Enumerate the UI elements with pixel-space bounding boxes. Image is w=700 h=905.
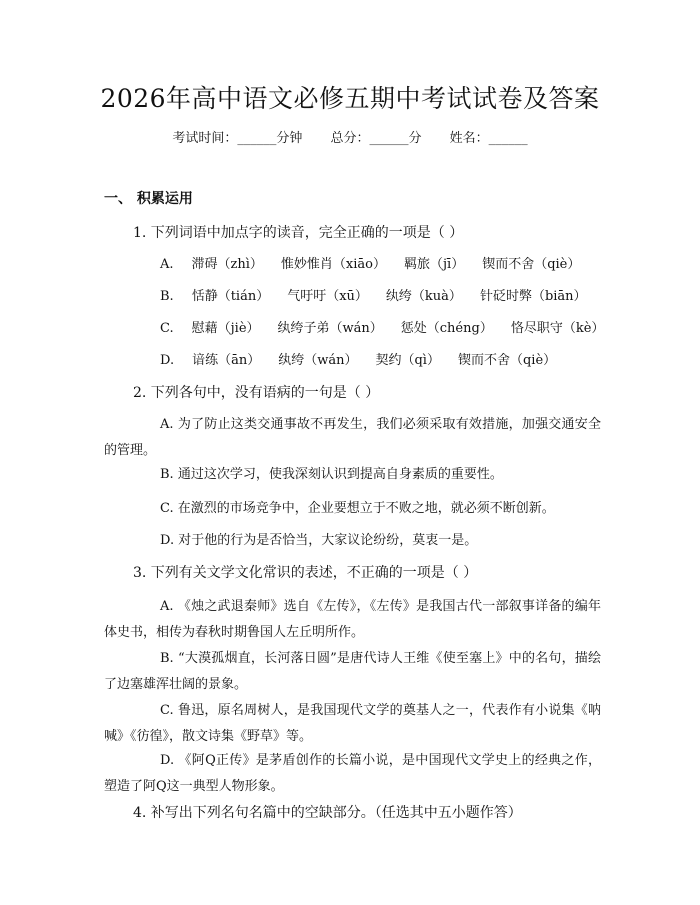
- option-word: 锲而不舍（qiè）: [457, 353, 557, 368]
- exam-info-line: [0, 128, 700, 150]
- option-word: 慰藉（jiè）: [191, 321, 260, 336]
- option-word: 纨绔（kuà）: [385, 289, 462, 304]
- question-2-option-c: C. 在激烈的市场竞争中，企业要想立于不败之地，就必须不断创新。: [160, 501, 555, 516]
- question-2-option-a: A. 为了防止这类交通事故不再发生，我们必须采取有效措施，加强交通安全的管理。: [104, 417, 601, 458]
- name-field: 姓名：______: [449, 131, 528, 146]
- total-score-field: 总分：______分: [330, 131, 422, 146]
- option-word: 契约（qì）: [375, 353, 440, 368]
- option-letter: D.: [160, 353, 175, 368]
- question-3-option-b: B. “大漠孤烟直，长河落日圆”是唐代诗人王维《使至塞上》中的名句，描绘了边塞雄浑壮阔的景象。: [104, 651, 601, 692]
- option-word: 针砭时弊（biān）: [479, 289, 587, 304]
- option-letter: C.: [160, 321, 174, 336]
- option-word: 恬静（tián）: [191, 289, 270, 304]
- option-word: 纨绔子弟（wán）: [277, 321, 383, 336]
- option-word: 锲而不舍（qiè）: [482, 257, 581, 272]
- question-3-option-d: D. 《阿Q正传》是茅盾创作的长篇小说，是中国现代文学史上的经典之作，塑造了阿Q这一典型人物形象。: [104, 753, 601, 794]
- option-word: 气吁吁（xū）: [287, 289, 368, 304]
- option-word: 滞碍（zhì）: [191, 257, 263, 272]
- section-heading-accumulation: 一、 积累运用: [104, 191, 193, 207]
- question-2-option-b: B. 通过这次学习，使我深刻认识到提高自身素质的重要性。: [160, 467, 503, 482]
- page-title: 2026年高中语文必修五期中考试试卷及答案: [100, 84, 600, 113]
- option-word: 羁旅（jī）: [404, 257, 465, 272]
- option-word: 纨绔（wán）: [278, 353, 358, 368]
- question-3-option-c: C. 鲁迅，原名周树人，是我国现代文学的奠基人之一，代表作有小说集《呐喊》《彷徨》，散文诗集《野草》等。: [104, 703, 601, 744]
- question-4-stem: 4. 补写出下列名句名篇中的空缺部分。（任选其中五小题作答）: [133, 805, 522, 821]
- option-word: 惟妙惟肖（xiāo）: [280, 257, 386, 272]
- option-word: 谙练（ān）: [192, 353, 261, 368]
- question-3-option-a: A. 《烛之武退秦师》选自《左传》，《左传》是我国古代一部叙事详备的编年体史书，相传为春秋时期鲁国人左丘明所作。: [104, 599, 601, 640]
- question-1-option-a: [160, 252, 580, 278]
- question-2-stem: 2. 下列各句中，没有语病的一句是（ ）: [133, 385, 380, 401]
- question-3-stem: 3. 下列有关文学文化常识的表述，不正确的一项是（ ）: [133, 565, 478, 581]
- question-1-stem: 1. 下列词语中加点字的读音，完全正确的一项是（ ）: [133, 225, 464, 241]
- option-letter: A.: [160, 257, 174, 272]
- exam-time-field: 考试时间：______分钟: [172, 131, 303, 146]
- question-1-option-b: [160, 284, 587, 310]
- option-word: 恪尽职守（kè）: [510, 321, 605, 336]
- question-1-option-c: [160, 316, 604, 342]
- question-1-option-d: [160, 348, 556, 374]
- option-letter: B.: [160, 289, 174, 304]
- question-2-option-d: D. 对于他的行为是否恰当，大家议论纷纷，莫衷一是。: [160, 533, 478, 548]
- option-word: 惩处（chéng）: [400, 321, 493, 336]
